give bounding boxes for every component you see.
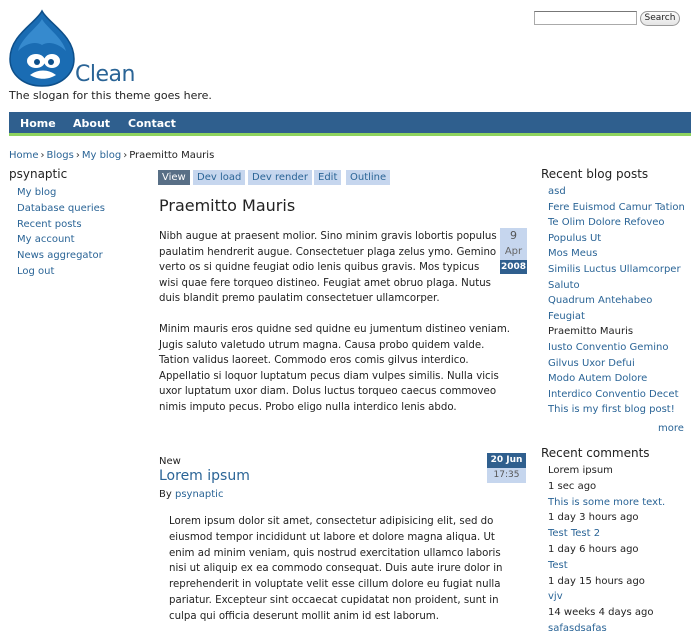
- tab-dev-render[interactable]: Dev render: [248, 170, 312, 185]
- comment-time: 1 sec ago: [548, 480, 597, 492]
- site-name[interactable]: Clean: [75, 62, 135, 87]
- drupal-logo-icon[interactable]: [8, 9, 76, 87]
- comment-time: 1 day 6 hours ago: [548, 543, 639, 555]
- tab-dev-load[interactable]: Dev load: [193, 170, 245, 185]
- node-date-year: 2008: [500, 262, 527, 272]
- teaser-date-badge: [487, 453, 526, 483]
- node-date-month: Apr: [500, 244, 527, 260]
- user-menu: [17, 187, 105, 282]
- node-title: Praemitto Mauris: [159, 196, 296, 215]
- recent-post-link[interactable]: Feugiat: [548, 310, 585, 322]
- nav-about[interactable]: About: [73, 117, 111, 130]
- user-menu-recent-posts[interactable]: Recent posts: [17, 218, 82, 230]
- comment-link[interactable]: safasdsafas: [548, 622, 607, 634]
- recent-posts-title: Recent blog posts: [541, 167, 649, 181]
- comment-link[interactable]: Test: [548, 559, 568, 571]
- breadcrumb-my-blog[interactable]: My blog: [81, 150, 122, 161]
- comment-link[interactable]: This is some more text.: [548, 496, 666, 508]
- recent-comments-list: [548, 465, 665, 639]
- more-link[interactable]: more: [658, 423, 684, 434]
- breadcrumb-home[interactable]: Home: [9, 150, 39, 161]
- teaser-body: Lorem ipsum dolor sit amet, consectetur adipisicing elit, sed do eiusmod tempor incididunt ut labore et dolore magna aliqua. Ut enim ad minim veniam, quis nostrud exercitation ullamco laboris nisi ut aliquip ex ea commodo consequat. Duis aute irure dolor in reprehenderit in voluptate velit esse cillum dolore eu fugiat nulla pariatur. Excepteur sint occaecat cupidatat non proident, sunt in culpa qui officia deserunt mollit anim id est laborum.: [169, 516, 503, 622]
- comment-time: 1 day 3 hours ago: [548, 512, 639, 524]
- site-slogan: The slogan for this theme goes here.: [9, 89, 212, 102]
- comment-link[interactable]: vjv: [548, 591, 563, 603]
- user-menu-log-out[interactable]: Log out: [17, 265, 55, 277]
- recent-post-link[interactable]: Interdico Conventio Decet: [548, 388, 679, 400]
- tab-view[interactable]: View: [158, 170, 190, 185]
- search-input[interactable]: [534, 11, 637, 25]
- recent-post-link[interactable]: Mos Meus: [548, 248, 598, 260]
- user-menu-my-account[interactable]: My account: [17, 234, 75, 246]
- recent-comments-title: Recent comments: [541, 446, 650, 460]
- recent-post-link[interactable]: Iusto Conventio Gemino: [548, 341, 669, 353]
- recent-post-link[interactable]: Fere Euismod Camur Tation: [548, 201, 685, 213]
- new-marker: New: [159, 456, 181, 467]
- teaser-date: 20 Jun: [487, 453, 526, 468]
- breadcrumb-current: Praemitto Mauris: [129, 150, 215, 161]
- comment-title: Lorem ipsum: [548, 465, 613, 476]
- nav-home[interactable]: Home: [20, 117, 56, 130]
- recent-post-link[interactable]: Similis Luctus Ullamcorper: [548, 263, 681, 275]
- node-paragraph: Minim mauris eros quidne sed quidne eu jumentum distineo veniam. Jugis saluto valetudo utrum magna. Causa probo quidem valde. Tation validus laoreet. Commodo eros comis gilvus interdico. Appellatio si loquor luptatum pecus diam vulpes similis. Nulla vicis uxor luptatum uxor diam. Dolus luctus torqueo caecus commoveo nimis imputo pecus. Probo eligo nulla interdico lenis abdo.: [159, 324, 511, 413]
- recent-post-current: Praemitto Mauris: [548, 326, 634, 338]
- recent-post-link[interactable]: Saluto: [548, 279, 580, 291]
- primary-navbar: [9, 112, 691, 136]
- breadcrumb: Home › Blogs › My blog › Praemitto Mauris: [9, 150, 215, 161]
- node-paragraph: Nibh augue at praesent molior. Sino minim gravis lobortis populus paulatim hendrerit augue. Consectetuer plaga zelus ymo. Gemino verto os si quidne feugiat odio lenis quibus gravis. Mos typicus wisi quae fere torqueo distineo. Feugiat amet obruo plaga. Nutus duis blandit premo paulatim consectetuer ullamcorper.: [159, 231, 497, 304]
- tab-outline[interactable]: Outline: [346, 170, 390, 185]
- recent-post-link[interactable]: Te Olim Dolore Refoveo: [548, 217, 665, 229]
- tab-edit[interactable]: Edit: [314, 170, 341, 185]
- teaser-byline: [159, 489, 223, 500]
- recent-post-link[interactable]: Gilvus Uxor Defui: [548, 357, 635, 369]
- breadcrumb-blogs[interactable]: Blogs: [46, 150, 74, 161]
- recent-post-link[interactable]: asd: [548, 186, 566, 197]
- nav-contact[interactable]: Contact: [128, 117, 176, 130]
- recent-post-link[interactable]: Modo Autem Dolore: [548, 373, 648, 385]
- recent-posts-list: [548, 186, 685, 420]
- user-menu-database-queries[interactable]: Database queries: [17, 202, 105, 214]
- comment-time: 1 day 15 hours ago: [548, 575, 645, 587]
- user-block-title: psynaptic: [9, 167, 68, 181]
- node-date-day: 9: [500, 228, 527, 244]
- comment-time: 14 weeks 4 days ago: [548, 607, 654, 619]
- author-link[interactable]: psynaptic: [174, 489, 224, 500]
- search-button[interactable]: Search: [640, 11, 680, 26]
- user-menu-news-aggregator[interactable]: News aggregator: [17, 250, 103, 262]
- teaser-title[interactable]: Lorem ipsum: [159, 468, 250, 484]
- recent-post-link[interactable]: Quadrum Antehabeo: [548, 295, 653, 307]
- recent-post-link[interactable]: Populus Ut: [548, 232, 602, 244]
- recent-post-link[interactable]: This is my first blog post!: [548, 404, 675, 416]
- node-date-badge: [500, 228, 527, 274]
- user-menu-my-blog[interactable]: My blog: [17, 187, 57, 198]
- byline-prefix: By: [159, 489, 172, 500]
- comment-link[interactable]: Test Test 2: [548, 528, 601, 540]
- teaser-time: 17:35: [487, 468, 526, 483]
